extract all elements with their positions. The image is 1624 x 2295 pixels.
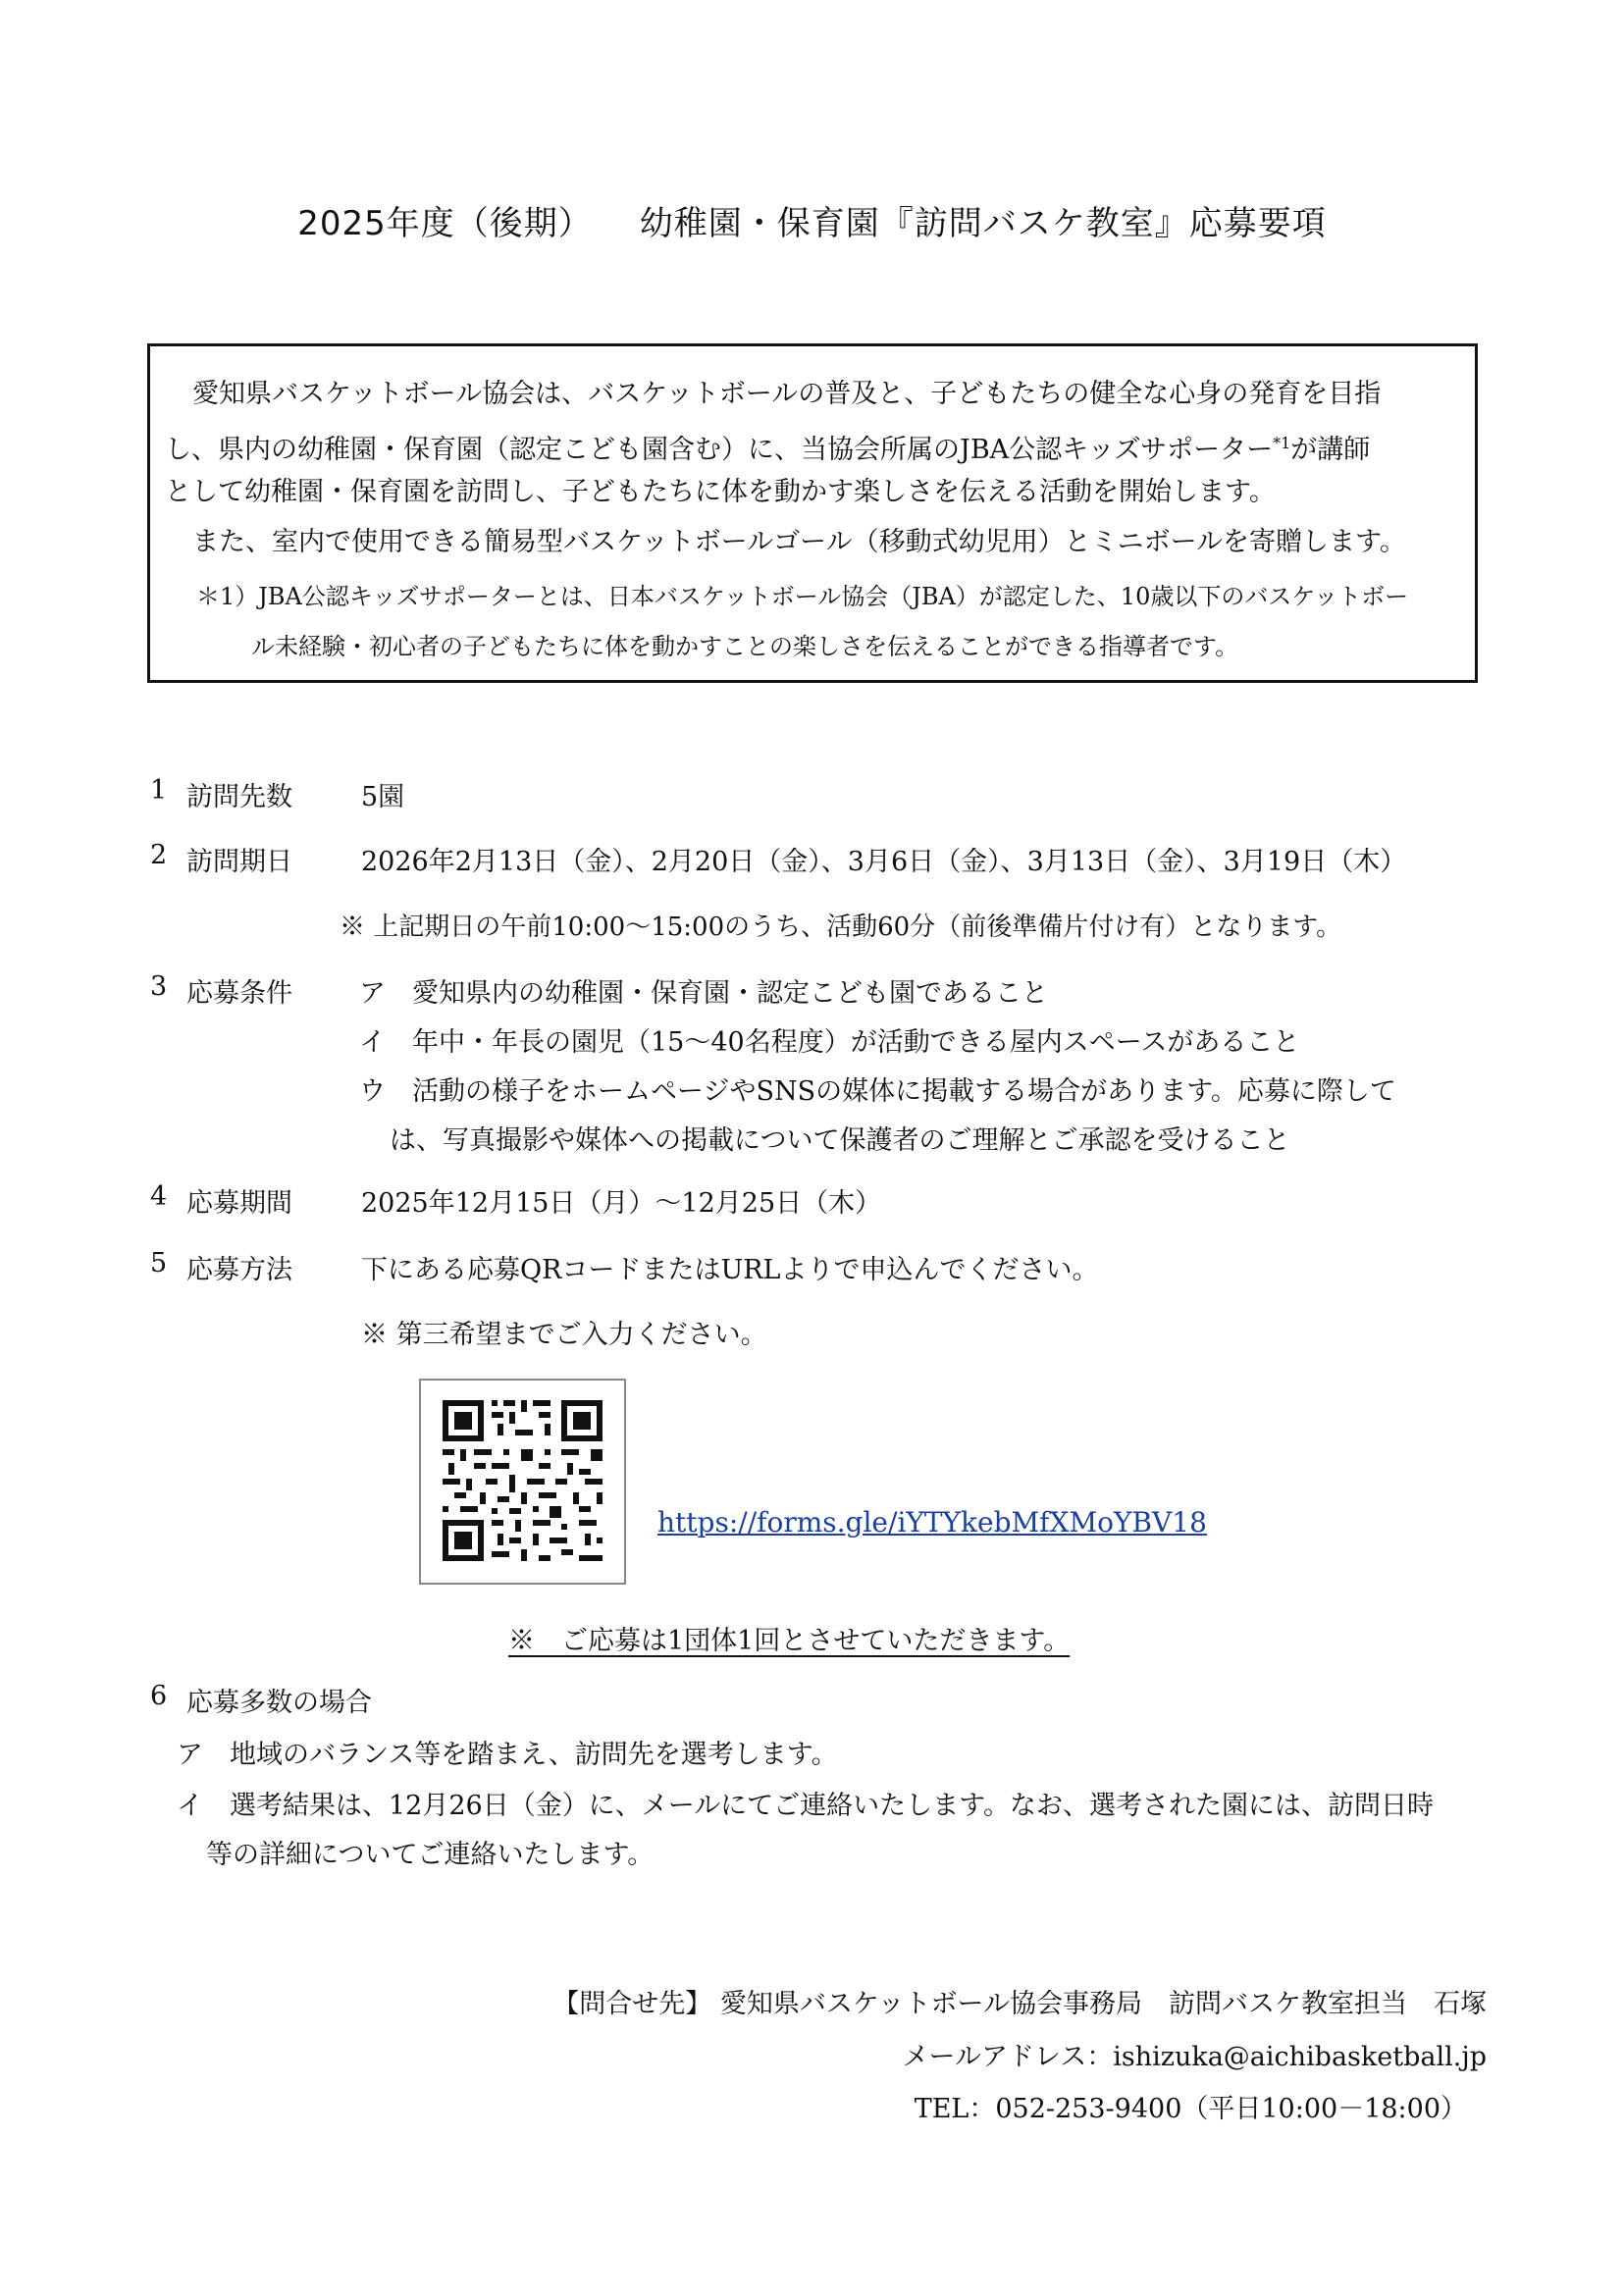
- section-2-label: 訪問期日: [186, 847, 292, 877]
- application-url-link[interactable]: https://forms.gle/iYTYkebMfXMoYBV18: [657, 1506, 1207, 1539]
- section-4-text: 2025年12月15日（月）～12月25日（木）: [361, 1188, 882, 1219]
- section-2-number: 2: [150, 840, 168, 870]
- intro-line-4: また、室内で使用できる簡易型バスケットボールゴール（移動式幼児用）とミニボールを寄贈します。: [192, 527, 1406, 557]
- section-2-note: ※ 上記期日の午前10:00～15:00のうち、活動60分（前後準備片付け有）となります。: [340, 913, 1342, 942]
- intro-line-3: として幼稚園・保育園を訪問し、子どもたちに体を動かす楽しさを伝える活動を開始します。: [165, 477, 1276, 507]
- qr-code-icon: [421, 1381, 624, 1583]
- one-application-note: ※ ご応募は1団体1回とさせていただきます。: [508, 1626, 1071, 1656]
- section-3-item-u-1: ウ 活動の様子をホームページやSNSの媒体に掲載する場合があります。応募に際して: [359, 1076, 1396, 1107]
- qr-code[interactable]: [419, 1379, 626, 1585]
- section-3-item-i: イ 年中・年長の園児（15～40名程度）が活動できる屋内スペースがあること: [359, 1027, 1300, 1058]
- title-year: 2025年度（後期）: [297, 204, 593, 243]
- section-3-item-a: ア 愛知県内の幼稚園・保育園・認定こども園であること: [359, 978, 1048, 1009]
- contact-line-1: 【問合せ先】 愛知県バスケットボール協会事務局 訪問バスケ教室担当 石塚: [552, 1989, 1487, 2019]
- page-title: [0, 196, 1624, 244]
- section-6-item-i-1: イ 選考結果は、12月26日（金）に、メールにてご連絡いたします。なお、選考された園には、訪問日時: [177, 1791, 1435, 1821]
- section-3-item-u-2: は、写真撮影や媒体への掲載について保護者のご理解とご承認を受けること: [390, 1125, 1290, 1156]
- section-6-label: 応募多数の場合: [186, 1688, 372, 1718]
- section-5-number: 5: [150, 1248, 168, 1278]
- section-5-label: 応募方法: [186, 1255, 292, 1285]
- section-6-item-i-2: 等の詳細についてご連絡いたします。: [206, 1840, 655, 1870]
- footnote-mark: *1: [1273, 434, 1291, 452]
- section-6-item-a: ア 地域のバランス等を踏まえ、訪問先を選考します。: [177, 1740, 838, 1770]
- section-4-label: 応募期間: [186, 1188, 292, 1219]
- section-5-note: ※ 第三希望までご入力ください。: [361, 1320, 767, 1350]
- section-1-number: 1: [150, 775, 168, 806]
- title-main: 幼稚園・保育園『訪問バスケ教室』応募要項: [639, 204, 1327, 243]
- section-6-number: 6: [150, 1681, 168, 1711]
- section-3-label: 応募条件: [186, 978, 292, 1009]
- section-5-text: 下にある応募QRコードまたはURLよりで申込んでください。: [361, 1255, 1099, 1285]
- section-2-text: 2026年2月13日（金）、2月20日（金）、3月6日（金）、3月13日（金）、3月19日（木）: [361, 847, 1407, 877]
- section-3-number: 3: [150, 971, 168, 1002]
- section-4-number: 4: [150, 1181, 168, 1212]
- section-1-text: 5園: [361, 782, 405, 812]
- section-1-label: 訪問先数: [186, 782, 292, 812]
- intro-line-2: し、県内の幼稚園・保育園（認定こども園含む）に、当協会所属のJBA公認キッズサポーター$^{*1}$が講師: [165, 434, 1371, 465]
- contact-email: メールアドレス：ishizuka@aichibasketball.jp: [902, 2042, 1487, 2072]
- intro-footnote-1: ＊1）JBA公認キッズサポーターとは、日本バスケットボール協会（JBA）が認定した、10歳以下のバスケットボー: [196, 583, 1409, 610]
- contact-phone: TEL：052-253-9400（平日10:00－18:00）: [914, 2094, 1467, 2124]
- intro-line-1: 愛知県バスケットボール協会は、バスケットボールの普及と、子どもたちの健全な心身の発育を目指: [192, 379, 1382, 409]
- intro-footnote-2: ル未経験・初心者の子どもたちに体を動かすことの楽しさを伝えることができる指導者です。: [251, 633, 1239, 660]
